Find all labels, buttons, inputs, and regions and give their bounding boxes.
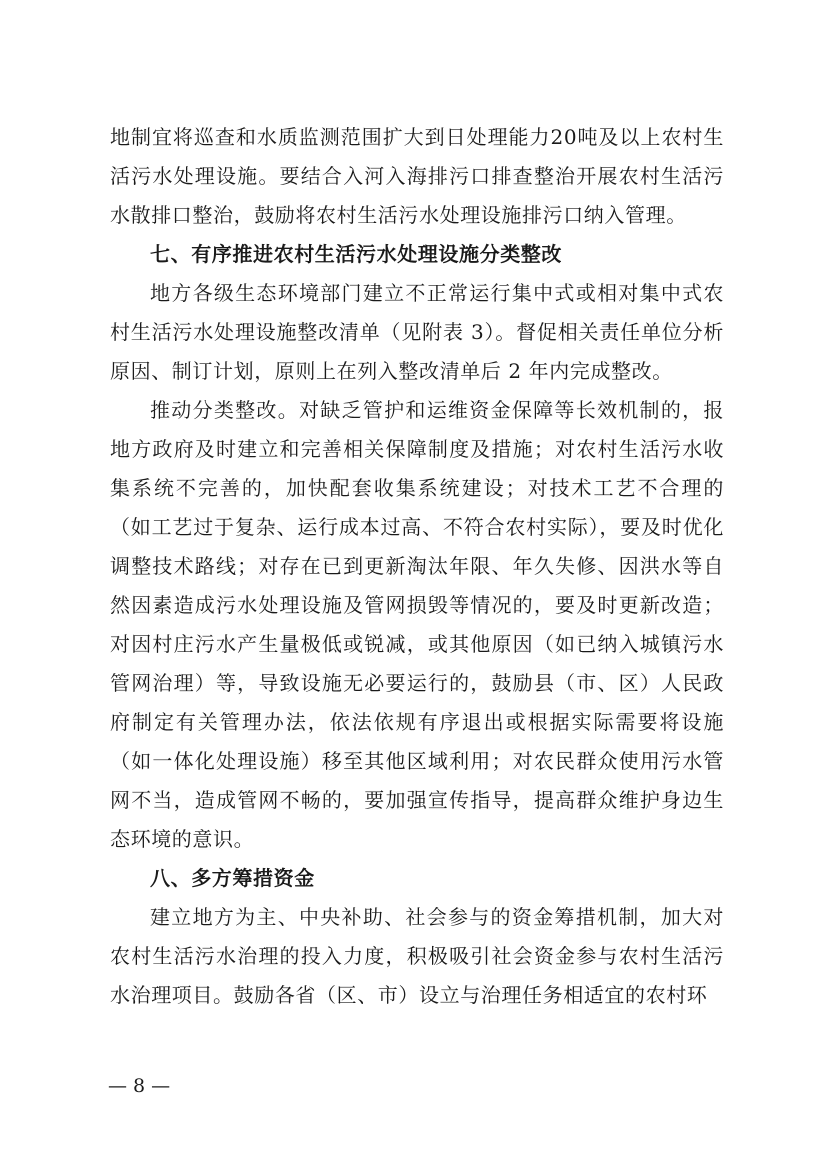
- paragraph-funding: 建立地方为主、中央补助、社会参与的资金筹措机制，加大对农村生活污水治理的投入力度，积极吸引社会资金参与农村生活污水治理项目。鼓励各省（区、市）设立与治理任务相适宜的农村环: [110, 905, 724, 1007]
- page-number: — 8 —: [108, 1075, 171, 1097]
- paragraph-rectification-list: 地方各级生态环境部门建立不正常运行集中式或相对集中式农村生活污水处理设施整改清单（见附表 3）。督促相关责任单位分析原因、制订计划，原则上在列入整改清单后 2 年内完成整改。: [110, 281, 724, 383]
- section-heading-8: 八、多方筹措资金: [150, 866, 315, 890]
- paragraph-continuation: 地制宜将巡查和水质监测范围扩大到日处理能力20吨及以上农村生活污水处理设施。要结合入河入海排污口排查整治开展农村生活污水散排口整治，鼓励将农村生活污水处理设施排污口纳入管理。: [110, 125, 724, 227]
- body-text: [110, 118, 724, 1015]
- section-heading-7: 七、有序推进农村生活污水处理设施分类整改: [150, 242, 562, 266]
- paragraph-classified-rectification: 推动分类整改。对缺乏管护和运维资金保障等长效机制的，报地方政府及时建立和完善相关保障制度及措施；对农村生活污水收集系统不完善的，加快配套收集系统建设；对技术工艺不合理的（如工艺过于复杂、运行成本过高、不符合农村实际），要及时优化调整技术路线；对存在已到更新淘汰年限、年久失修、因洪水等自然因素造成污水处理设施及管网损毁等情况的，要及时更新改造；对因村庄污水产生量极低或锐减，或其他原因（如已纳入城镇污水管网治理）等，导致设施无必要运行的，鼓励县（市、区）人民政府制定有关管理办法，依法依规有序退出或根据实际需要将设施（如一体化处理设施）移至其他区域利用；对农民群众使用污水管网不当，造成管网不畅的，要加强宣传指导，提高群众维护身边生态环境的意识。: [110, 398, 724, 851]
